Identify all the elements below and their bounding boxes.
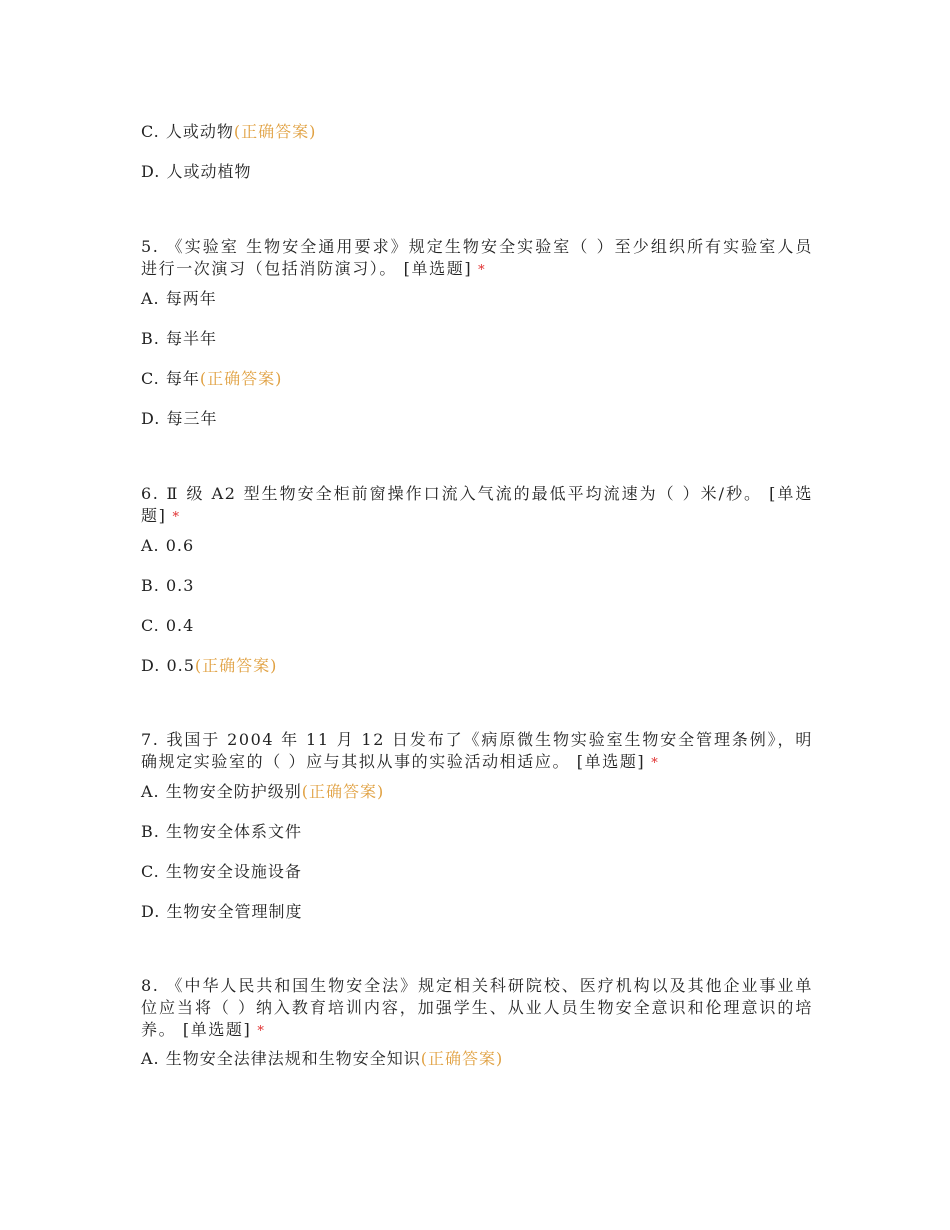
question-text: 6. Ⅱ 级 A2 型生物安全柜前窗操作口流入气流的最低平均流速为（ ）米/秒。 [单选题] xyxy=(141,484,813,525)
option-text: 生物安全体系文件 xyxy=(165,822,302,841)
correct-answer-label: (正确答案) xyxy=(301,782,385,801)
q5-option-c xyxy=(141,369,282,389)
option-text: 人或动物 xyxy=(165,122,234,141)
option-text: 人或动植物 xyxy=(166,162,252,181)
q7-option-c xyxy=(141,862,302,882)
option-text: 0.5 xyxy=(166,656,195,675)
option-letter: A. xyxy=(141,536,160,555)
required-mark: * xyxy=(257,1024,266,1039)
q4-option-c xyxy=(141,122,316,142)
option-letter: C. xyxy=(141,862,160,881)
question-text: 5. 《实验室 生物安全通用要求》规定生物安全实验室（ ）至少组织所有实验室人员进行一次演习（包括消防演习）。 [单选题] xyxy=(141,237,813,278)
question-8 xyxy=(141,975,813,1043)
option-text: 生物安全设施设备 xyxy=(165,862,302,881)
option-text: 生物安全管理制度 xyxy=(166,902,303,921)
option-letter: D. xyxy=(141,902,161,921)
option-letter: C. xyxy=(141,616,160,635)
q7-option-b xyxy=(141,822,302,842)
required-mark: * xyxy=(172,510,181,525)
option-text: 生物安全法律法规和生物安全知识 xyxy=(165,1049,421,1068)
q7-option-d xyxy=(141,902,302,922)
required-mark: * xyxy=(478,263,487,278)
q6-option-c xyxy=(141,616,194,636)
q5-option-d xyxy=(141,409,217,429)
option-letter: A. xyxy=(141,782,160,801)
option-letter: D. xyxy=(141,656,161,675)
question-5 xyxy=(141,236,813,282)
option-text: 0.3 xyxy=(165,576,195,595)
option-text: 每年 xyxy=(165,369,200,388)
correct-answer-label: (正确答案) xyxy=(420,1049,504,1068)
q4-option-d xyxy=(141,162,251,182)
q6-option-d xyxy=(141,656,277,676)
question-text: 8. 《中华人民共和国生物安全法》规定相关科研院校、医疗机构以及其他企业事业单位应当将（ ）纳入教育培训内容，加强学生、从业人员生物安全意识和伦理意识的培养。 [单选题] xyxy=(141,976,813,1039)
option-text: 每三年 xyxy=(166,409,218,428)
option-letter: D. xyxy=(141,409,161,428)
q8-option-a xyxy=(141,1049,503,1069)
q5-option-b xyxy=(141,329,217,349)
correct-answer-label: (正确答案) xyxy=(233,122,317,141)
option-text: 0.6 xyxy=(165,536,195,555)
option-letter: C. xyxy=(141,369,160,388)
question-7 xyxy=(141,729,813,775)
question-6 xyxy=(141,483,813,529)
option-text: 0.4 xyxy=(165,616,195,635)
option-letter: A. xyxy=(141,1049,160,1068)
option-letter: B. xyxy=(141,329,160,348)
q6-option-b xyxy=(141,576,194,596)
option-text: 每两年 xyxy=(165,289,217,308)
q6-option-a xyxy=(141,536,194,556)
required-mark: * xyxy=(651,756,660,771)
option-letter: D. xyxy=(141,162,161,181)
option-letter: B. xyxy=(141,822,160,841)
correct-answer-label: (正确答案) xyxy=(194,656,278,675)
correct-answer-label: (正确答案) xyxy=(199,369,283,388)
option-letter: B. xyxy=(141,576,160,595)
q7-option-a xyxy=(141,782,384,802)
option-text: 生物安全防护级别 xyxy=(165,782,302,801)
option-text: 每半年 xyxy=(165,329,217,348)
question-text: 7. 我国于 2004 年 11 月 12 日发布了《病原微生物实验室生物安全管理条例》，明确规定实验室的（ ）应与其拟从事的实验活动相适应。 [单选题] xyxy=(141,730,813,771)
option-letter: C. xyxy=(141,122,160,141)
option-letter: A. xyxy=(141,289,160,308)
q5-option-a xyxy=(141,289,217,309)
